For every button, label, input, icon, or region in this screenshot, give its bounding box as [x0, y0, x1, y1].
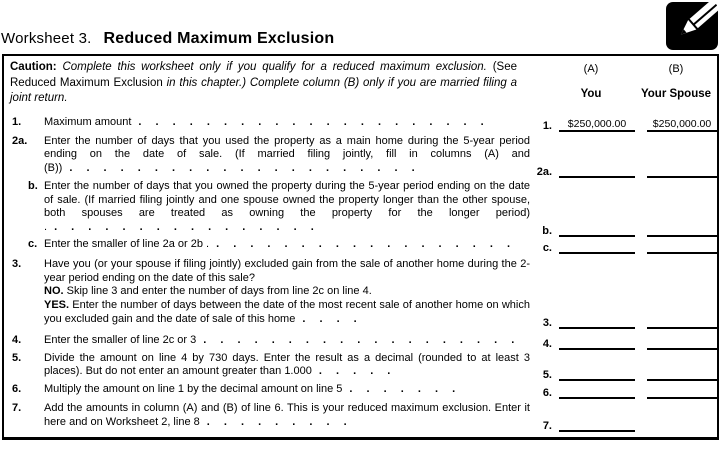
line-1-text	[44, 116, 530, 130]
yes-label: YES.	[44, 299, 70, 312]
line-7-text	[44, 402, 530, 430]
line-5-answer-number: 5.	[542, 369, 552, 382]
line-4-col-b-blank[interactable]	[647, 337, 717, 350]
line-6-col-a-blank[interactable]	[559, 386, 635, 399]
line-4-answer-number: 4.	[542, 337, 552, 350]
line-1-label: Maximum amount	[44, 115, 132, 128]
line-3-col-b-blank[interactable]	[647, 316, 717, 329]
worksheet-header	[4, 56, 717, 109]
no-label: NO.	[44, 285, 64, 298]
line-2b-answer-number: b.	[542, 225, 552, 238]
line-6-number: 6.	[12, 383, 22, 396]
line-5-text	[44, 352, 530, 380]
line-2c-col-a-blank[interactable]	[559, 241, 635, 254]
caution-note	[4, 56, 525, 109]
line-5-col-b-blank[interactable]	[647, 368, 717, 381]
dot-leader: . . . . . . . . . . . . . . . . . .	[216, 238, 511, 251]
worksheet-number: Worksheet 3.	[1, 30, 92, 47]
dot-leader: . . . . . . . . . . . . . . . . . . .	[203, 333, 515, 346]
line-7-col-a-blank[interactable]	[559, 419, 635, 432]
page-title	[1, 30, 334, 48]
line-6-col-b-blank[interactable]	[647, 386, 717, 399]
column-headers	[525, 56, 717, 100]
line-2b-row	[4, 179, 717, 238]
worksheet-name: Reduced Maximum Exclusion	[103, 30, 335, 47]
line-2c-text	[44, 238, 530, 252]
column-b-label: (B)	[668, 63, 684, 75]
line-2c-col-b-blank[interactable]	[647, 241, 717, 254]
dot-leader: . . . . . . .	[349, 383, 456, 396]
caution-text-2: in this chapter.) Complete column (B) only if you are married filing a joint return.	[10, 76, 517, 104]
line-4-row	[4, 334, 717, 348]
line-2c-answer-number: c.	[542, 241, 552, 254]
line-1-answer-number: 1.	[542, 119, 552, 132]
line-2b-col-b-blank[interactable]	[647, 224, 717, 237]
line-1-col-b-value[interactable]: $250,000.00	[647, 118, 717, 132]
line-2c-number: c.	[28, 238, 38, 251]
line-3-col-a-blank[interactable]	[559, 316, 635, 329]
line-5-label: Divide the amount on line 4 by 730 days. Enter the result as a decimal (rounded to at least 3 places). But do not enter an amount greater than 1.000	[44, 351, 530, 378]
line-2b-col-a-blank[interactable]	[559, 224, 635, 237]
line-3-question: Have you (or your spouse if filing jointly) excluded gain from the sale of another home during the 2-year period ending on the date of this sale?	[44, 257, 530, 284]
caution-text-1: Complete this worksheet only if you qualify for a reduced maximum exclusion.	[62, 61, 487, 73]
line-5-number: 5.	[12, 351, 22, 364]
caution-reference: (See Reduced Maximum Exclusion	[10, 61, 517, 89]
line-2a-answer-number: 2a.	[536, 165, 552, 178]
line-4-label: Enter the smaller of line 2c or 3	[44, 333, 197, 346]
worksheet-body	[2, 54, 719, 440]
caution-label: Caution:	[10, 61, 57, 73]
line-3-no-option	[44, 285, 530, 299]
line-7-number: 7.	[12, 402, 22, 415]
line-2b-label: Enter the number of days that you owned the property during the 5-year period ending on the date of sale. (If married filing jointly and one spouse owned the property longer than the other spouse, both spouses are treated as owning the property for the longer period) .	[44, 179, 530, 234]
dot-leader: . . . . . . . . . . . . . . . .	[54, 221, 314, 234]
line-6-label: Multiply the amount on line 1 by the decimal amount on line 5	[44, 383, 343, 396]
line-7-label: Add the amounts in column (A) and (B) of line 6. This is your reduced maximum exclusion. Enter it here and on Worksheet 2, line 8	[44, 402, 530, 428]
line-3-text	[44, 258, 530, 327]
line-4-text	[44, 334, 530, 348]
dot-leader: . . . . . . . . .	[206, 415, 347, 428]
yes-text: Enter the number of days between the date of the most recent sale of another home on which you excluded gain and the date of sale of this home	[44, 299, 530, 326]
line-4-col-a-blank[interactable]	[559, 337, 635, 350]
dot-leader: . . . . . . . . . . . . . . . . . . . . .	[69, 162, 415, 175]
no-text: Skip line 3 and enter the number of days from line 2c on line 4.	[66, 285, 372, 298]
line-1-number: 1.	[12, 115, 22, 128]
line-2c-row	[4, 238, 717, 252]
column-b-subtitle: Your Spouse	[640, 88, 712, 100]
dot-leader: . . . . .	[318, 365, 391, 378]
column-a-label: (A)	[583, 63, 599, 75]
line-2a-number: 2a.	[12, 134, 28, 147]
line-7-answer-number: 7.	[542, 419, 552, 432]
line-2b-text	[44, 180, 530, 235]
line-4-number: 4.	[12, 333, 22, 346]
dot-leader: . . . . . . . . . . . . . . . . . . . . .	[138, 115, 484, 128]
pencil-icon	[666, 2, 718, 50]
line-1-row	[4, 116, 717, 130]
line-5-row	[4, 352, 717, 380]
line-2c-label: Enter the smaller of line 2a or 2b .	[44, 238, 210, 251]
line-3-yes-option	[44, 299, 530, 327]
column-a-subtitle: You	[580, 88, 602, 100]
line-6-answer-number: 6.	[542, 387, 552, 400]
line-1-col-a-value[interactable]: $250,000.00	[559, 118, 635, 132]
line-2a-row	[4, 135, 717, 176]
line-3-answer-number: 3.	[542, 316, 552, 329]
line-6-text	[44, 383, 530, 397]
line-2a-col-b-blank[interactable]	[647, 165, 717, 178]
line-6-row	[4, 383, 717, 400]
line-3-number: 3.	[12, 257, 22, 270]
line-5-col-a-blank[interactable]	[559, 368, 635, 381]
line-2a-col-a-blank[interactable]	[559, 165, 635, 178]
line-7-row	[4, 402, 717, 430]
line-2b-number: b.	[28, 179, 38, 192]
worksheet-lines	[4, 109, 717, 430]
line-2a-text	[44, 135, 530, 176]
line-2a-label: Enter the number of days that you used the property as a main home during the 5-year period ending on the date of sale. (If married filing jointly, fill in columns (A) and (B))	[44, 134, 530, 175]
line-3-row	[4, 258, 717, 327]
dot-leader: . . . .	[302, 313, 357, 326]
